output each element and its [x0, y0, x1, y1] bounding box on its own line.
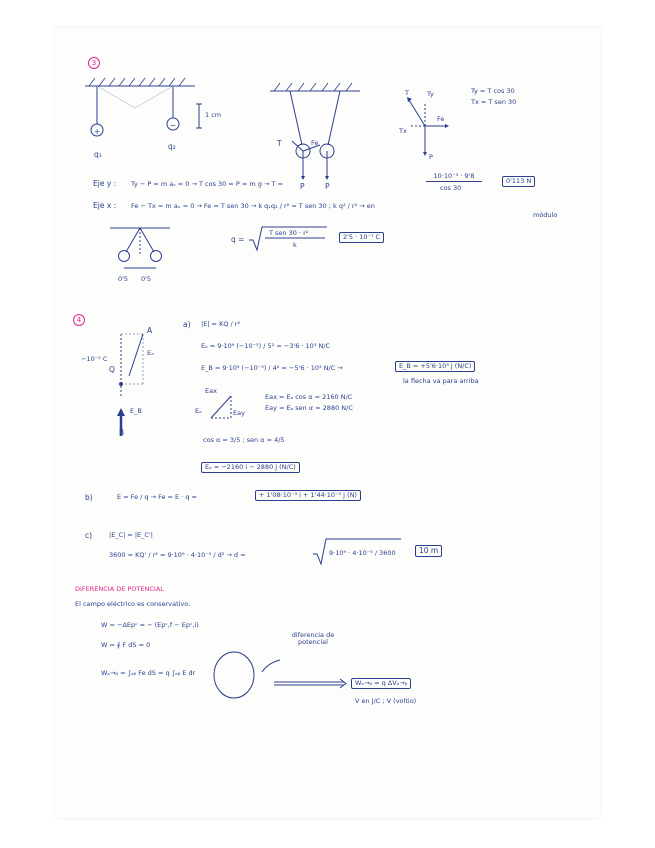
- q-sqrt-denominator: k: [293, 241, 297, 249]
- eje-y-expression: Ty − P = m aᵧ = 0 → T cos 30 = P = m g → T =: [131, 180, 283, 188]
- eje-x-expression: Fe − Tx = m aₓ = 0 → Fe = T sen 30 → k q₁q₂ / r² = T sen 30 ; k q² / r² → en: [131, 202, 375, 210]
- label-t: T: [277, 139, 282, 148]
- label-charge-value: −10⁻⁵ C: [81, 355, 108, 363]
- annotation-arrows: [260, 646, 350, 686]
- work-potential-result-box: Wₐ→ᵦ = q ΔVₐ→ᵦ: [351, 678, 411, 689]
- vector-diagram-right: [397, 86, 457, 166]
- field-diagram: [113, 326, 163, 436]
- eq-tx: Tx = T sen 30: [471, 98, 517, 106]
- label-p-right: P: [325, 182, 330, 191]
- eje-y-label: Eje y :: [93, 179, 117, 188]
- tension-result-box: 0'113 N: [502, 176, 535, 187]
- problem-number-3: 3: [88, 57, 100, 69]
- mini-label-left: 0'5: [118, 275, 129, 283]
- distance-result-box: 10 m: [415, 545, 442, 557]
- label-q1: q₁: [94, 150, 102, 159]
- closed-integral-equation: W = ∮ F dS = 0: [101, 641, 151, 649]
- eje-x-note: módulo: [533, 211, 558, 219]
- eje-x-label: Eje x :: [93, 201, 117, 210]
- electric-field-modulus: |E| = KQ / r²: [201, 320, 241, 328]
- label-fe: Fe: [311, 139, 319, 147]
- label-eay-vector: Eay: [233, 409, 245, 417]
- distance-expression: 3600 = KQ' / r² = 9·10⁹ · 4·10⁻⁵ / d² → d =: [109, 551, 246, 559]
- label-charge-q: Q: [109, 365, 115, 374]
- plus-sign-q1: +: [94, 127, 101, 136]
- label-ea-vector: Eₐ: [195, 407, 202, 415]
- force-expression: E = Fe / q → Fe = E · q =: [117, 493, 197, 501]
- distance-sqrt-content: 9·10⁹ · 4·10⁻⁵ / 3600: [329, 549, 396, 557]
- eje-y-fraction-den: cos 30: [440, 184, 462, 192]
- scanned-notes-page: [55, 28, 600, 818]
- work-integral-equation: Wₐ→ᵦ = ∫ₐᵦ Fe dS = q ∫ₐᵦ E dr: [101, 669, 196, 677]
- label-vector-ea: Eₐ: [147, 349, 154, 357]
- label-vec-fe: Fe: [437, 115, 445, 123]
- problem-number-4: 4: [73, 314, 85, 326]
- q-equation-lhs: q =: [231, 235, 245, 244]
- force-result-box: + 1'08·10⁻³ i + 1'44·10⁻³ j (N): [255, 490, 361, 501]
- eax-line: Eax = Eₐ cos α = 2160 N/C: [265, 393, 353, 401]
- eb-result-box: E_B = +5'6·10³ j (N/C): [395, 361, 475, 372]
- volt-units-line: V en J/C ; V (voltio): [355, 697, 417, 705]
- charge-result-box: 2'5 · 10⁻⁷ C: [339, 232, 384, 243]
- field-equality: |E_C| = |E_C'|: [109, 531, 153, 539]
- ea-calculation: Eₐ = 9·10⁹ (−10⁻⁵) / 5² = −3'6 · 10³ N/C: [201, 342, 331, 350]
- label-vec-t: T: [405, 89, 409, 97]
- label-point-b: B: [119, 428, 125, 437]
- label-vector-eb: E_B: [130, 407, 142, 415]
- label-p-left: P: [300, 182, 305, 191]
- q-sqrt-numerator: T sen 30 · r²: [269, 229, 309, 237]
- eq-ty: Ty = T cos 30: [471, 87, 515, 95]
- label-vec-ty: Ty: [427, 90, 434, 98]
- label-height: 1 cm: [205, 111, 222, 119]
- section-title-potential: DIFERENCIA DE POTENCIAL: [75, 585, 164, 593]
- cos-sen-line: cos α = 3/5 ; sen α = 4/5: [203, 436, 285, 444]
- label-q2: q₂: [168, 142, 176, 151]
- force-diagram-middle: [270, 83, 360, 193]
- mini-label-right: 0'5: [141, 275, 152, 283]
- eb-arrow-note: la flecha va para arriba: [403, 377, 479, 385]
- circled-integral: [212, 650, 256, 700]
- part-b-label: b): [85, 493, 93, 502]
- eb-calculation: E_B = 9·10⁹ (−10⁻⁵) / 4² = −5'6 · 10³ N/C →: [201, 364, 343, 372]
- part-c-label: c): [85, 531, 93, 540]
- label-vec-tx: Tx: [399, 127, 407, 135]
- label-vec-p: P: [429, 153, 433, 161]
- eje-y-fraction-num: 10·10⁻³ · 9'8: [426, 173, 482, 182]
- label-eax-vector: Eax: [205, 387, 217, 395]
- label-point-a: A: [147, 326, 153, 335]
- potential-annotation: diferencia de potencial: [291, 631, 335, 646]
- ea-vector-result-box: Eₐ = −2160 i − 2880 j (N/C): [201, 462, 300, 473]
- work-energy-equation: W = −ΔEpᶜ = − (Epᶜ,f − Epᶜ,i): [101, 621, 199, 629]
- part-a-label: a): [183, 320, 191, 329]
- conservative-field-statement: El campo eléctrico es conservativo.: [75, 600, 191, 608]
- pendulums-diagram-left: [85, 78, 215, 168]
- eay-line: Eay = Eₐ sen α = 2880 N/C: [265, 404, 353, 412]
- minus-sign-q2: −: [170, 121, 177, 130]
